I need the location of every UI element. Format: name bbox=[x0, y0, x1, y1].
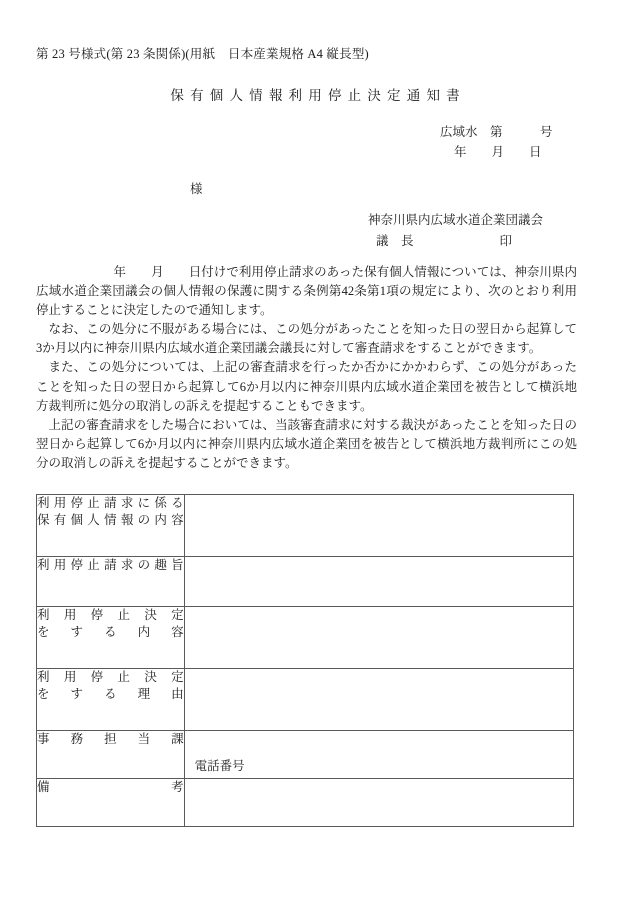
issuer-block bbox=[368, 210, 543, 252]
table-row-label bbox=[37, 495, 185, 557]
seal-mark: 印 bbox=[499, 234, 513, 248]
label-line: 利用停止決定 bbox=[37, 608, 184, 622]
label-line: をする内容 bbox=[37, 625, 184, 639]
body-paragraph-2: なお、この処分に不服がある場合には、この処分があったことを知った日の翌日から起算して3か月以内に神奈川県内広域水道企業団議会議長に対して審査請求をすることができます。 bbox=[36, 322, 577, 356]
label-line: 利用停止請求に係る bbox=[37, 496, 184, 510]
document-title: 保有個人情報利用停止決定通知書 bbox=[170, 88, 466, 103]
body-text bbox=[36, 263, 577, 473]
table-row-value[interactable] bbox=[184, 731, 573, 779]
table-row-value[interactable] bbox=[184, 779, 573, 827]
document-meta-block bbox=[440, 122, 553, 162]
issuer-role-row bbox=[368, 231, 543, 252]
table-row-label bbox=[37, 669, 185, 731]
table-row-label bbox=[37, 731, 185, 779]
form-number-header: 第 23 号様式(第 23 条関係)(用紙 日本産業規格 A4 縦長型) bbox=[36, 47, 369, 61]
entry-table bbox=[36, 494, 574, 827]
table-row-label bbox=[37, 607, 185, 669]
table-row bbox=[37, 495, 574, 557]
label-line: をする理由 bbox=[37, 687, 184, 701]
label-line: 利用停止請求の趣旨 bbox=[37, 558, 184, 572]
table-row-label bbox=[37, 779, 185, 827]
table-row bbox=[37, 557, 574, 607]
body-paragraph-1: 年 月 日付けで利用停止請求のあった保有個人情報については、神奈川県内広域水道企業団議会の個人情報の保護に関する条例第42条第1項の規定により、次のとおり利用停止することに決定したので通知します。 bbox=[36, 265, 577, 318]
label-line: 利用停止決定 bbox=[37, 670, 184, 684]
table-row bbox=[37, 731, 574, 779]
table-row-label bbox=[37, 557, 185, 607]
table-row bbox=[37, 779, 574, 827]
issuer-role: 議 長 bbox=[376, 234, 414, 248]
issuer-organization: 神奈川県内広域水道企業団議会 bbox=[368, 213, 544, 227]
label-line: 備考 bbox=[37, 780, 184, 794]
table-row bbox=[37, 607, 574, 669]
phone-number-label: 電話番号 bbox=[194, 759, 245, 773]
label-line: 保有個人情報の内容 bbox=[37, 513, 184, 527]
label-line: 事務担当課 bbox=[37, 732, 184, 746]
table-row-value[interactable] bbox=[184, 557, 573, 607]
table-row bbox=[37, 669, 574, 731]
addressee-honorific: 様 bbox=[190, 182, 203, 196]
document-number: 広域水 第 号 bbox=[440, 125, 553, 139]
table-row-value[interactable] bbox=[184, 495, 573, 557]
document-date: 年 月 日 bbox=[454, 145, 542, 159]
table-row-value[interactable] bbox=[184, 607, 573, 669]
body-paragraph-4: 上記の審査請求をした場合においては、当該審査請求に対する裁決があったことを知った日の翌日から起算して6か月以内に神奈川県内広域水道企業団を被告として横浜地方裁判所にこの処分の取消しの訴えを提起することができます。 bbox=[36, 417, 577, 470]
table-row-value[interactable] bbox=[184, 669, 573, 731]
body-paragraph-3: また、この処分については、上記の審査請求を行ったか否かにかかわらず、この処分があったことを知った日の翌日から起算して6か月以内に神奈川県内広域水道企業団を被告として横浜地方裁判所に処分の取消しの訴えを提起することもできます。 bbox=[36, 360, 577, 413]
